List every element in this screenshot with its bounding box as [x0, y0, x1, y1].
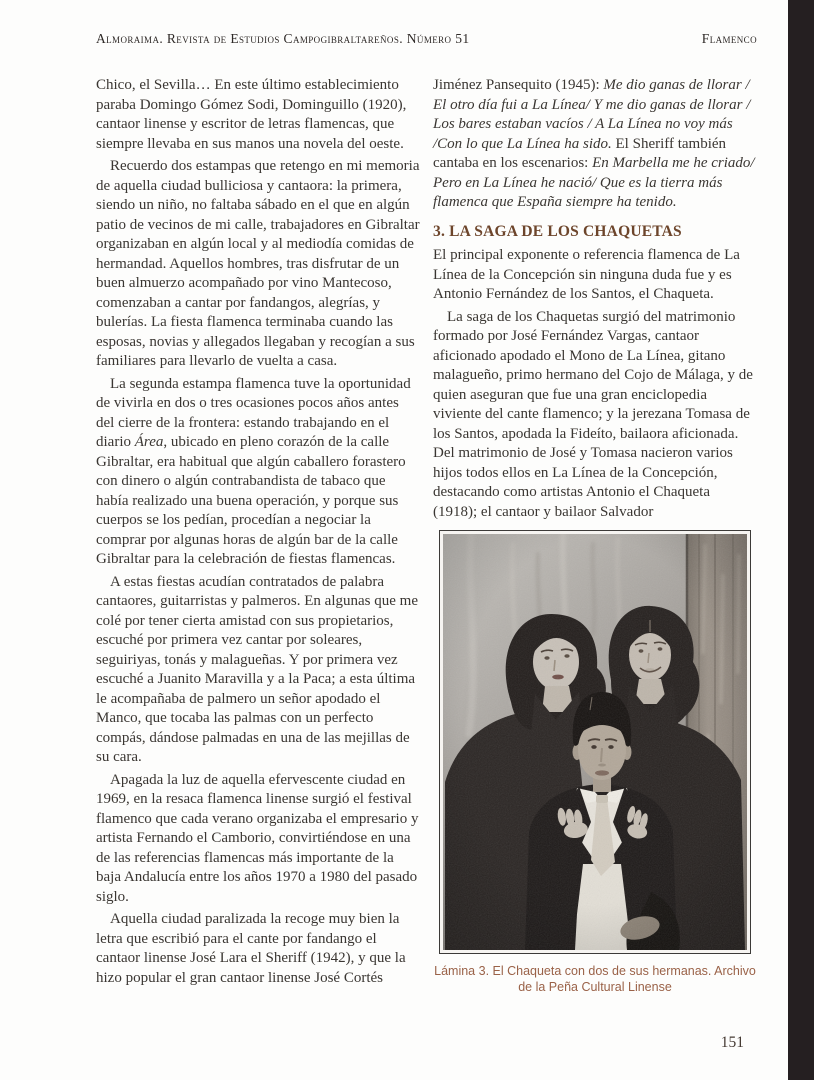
- photo: [443, 534, 747, 950]
- paragraph: Chico, el Sevilla… En este último establecimiento paraba Domingo Gómez Sodi, Dominguillo (1920), cantaor linense y escritor de letras flamencas, que siempre llevaba en sus manos una novela del oeste.: [96, 77, 407, 152]
- running-header: [96, 31, 757, 47]
- paragraph: Jiménez Pansequito (1945): Me dio ganas de llorar / El otro día fui a La Línea/ Y me dio ganas de llorar / Los bares estaban vacíos / A La Línea no voy más /Con lo que La Línea ha sido. El Sheriff también cantaba en los escenarios: En Marbella me he criado/ Pero en La Línea he nació/ Que es la tierra más flamenca que España siempre ha tenido.: [433, 77, 755, 210]
- section-heading: 3. LA SAGA DE LOS CHAQUETAS: [433, 222, 682, 240]
- right-column-text: [433, 76, 757, 522]
- section-label: Flamenco: [701, 31, 757, 46]
- paragraph: El principal exponente o referencia flamenca de La Línea de la Concepción sin ninguna duda fue y es Antonio Fernández de los Santos, el Chaqueta.: [433, 247, 740, 302]
- figure: [433, 530, 757, 995]
- paragraph: La segunda estampa flamenca tuve la oportunidad de vivirla en dos o tres ocasiones pocos años antes del cierre de la frontera: estando trabajando en el diario Área, ubicado en pleno corazón de la calle Gibraltar, era habitual que algún caballero forastero con dinero o algún contrabandista de tabaco que había realizado una buena operación, y porque sus cuerpos se los pedían, procedían a negociar la comprar por algunas horas de algún bar de la calle Gibraltar para la celebración de fiestas flamencas.: [96, 375, 411, 567]
- paragraph: A estas fiestas acudían contratados de palabra cantaores, guitarristas y palmeros. En algunas que me colé por tener cierta amistad con sus propietarios, escuché por primera vez cantar por soleares, seguiriyas, tonás y malagueñas. Y por primera vez escuché a Juanito Maravilla y a la Paca; a esta última le acompañaba de palmero un señor apodado el Manco, que tocaba las palmas con un perfecto compás, dándose palmadas en una de las mejillas de su cara.: [96, 573, 418, 765]
- paragraph: Apagada la luz de aquella efervescente ciudad en 1969, en la resaca flamenca linense surgió el festival flamenco que cada verano organizaba el empresario y artista Fernando el Camborio, convirtiéndose en una de las referencias flamencas más importante de la baja Andalucía entre los años 1970 a 1980 del pasado siglo.: [96, 771, 419, 905]
- paragraph: Recuerdo dos estampas que retengo en mi memoria de aquella ciudad bulliciosa y cantaora: la primera, siendo un niño, no faltaba sábado en el que en algún patio de vecinos de mi calle, trabajadores en Gibraltar organizaban en algún local y al mediodía comidas de hermandad. Aquellos hombres, tras disfrutar de un buen almuerzo acompañado por vino Mantecoso, comenzaban a cantar por fandangos, alegrías, y bulerías. La fiesta flamenca terminaba cuando las esposas, novias y allegados llegaban y recogían a sus familiares para llevarlo de vuelta a casa.: [96, 158, 420, 369]
- article-body: [96, 76, 757, 995]
- paragraph: La saga de los Chaquetas surgió del matrimonio formado por José Fernández Vargas, cantaor aficionado apodado el Mono de La Línea, gitano malagueño, primo hermano del Cojo de Málaga, y de quien aseguran que fue una gran enciclopedia viviente del cante flamenco; y la jerezana Tomasa de los Santos, apodada la Fideíto, bailaora aficionada. Del matrimonio de José y Tomasa nacieron varios hijos todos ellos en La Línea de la Concepción, destacando como artistas Antonio el Chaqueta (1918); el cantaor y bailaor Salvador: [433, 308, 753, 520]
- scan-edge-bar: [788, 0, 814, 1080]
- page-number: 151: [720, 1034, 744, 1051]
- photo-frame: [439, 530, 751, 954]
- paragraph: Aquella ciudad paralizada la recoge muy bien la letra que escribió para el cante por fandango el cantaor linense José Lara el Sheriff (1942), y que la hizo popular el gran cantaor linense José Cortés: [96, 911, 406, 986]
- right-column: [433, 76, 757, 995]
- left-column: [96, 76, 420, 995]
- figure-caption: Lámina 3. El Chaqueta con dos de sus hermanas. Archivo de la Peña Cultural Linense: [434, 964, 756, 994]
- journal-title: Almoraima. Revista de Estudios Campogibraltareños. Número 51: [96, 31, 470, 46]
